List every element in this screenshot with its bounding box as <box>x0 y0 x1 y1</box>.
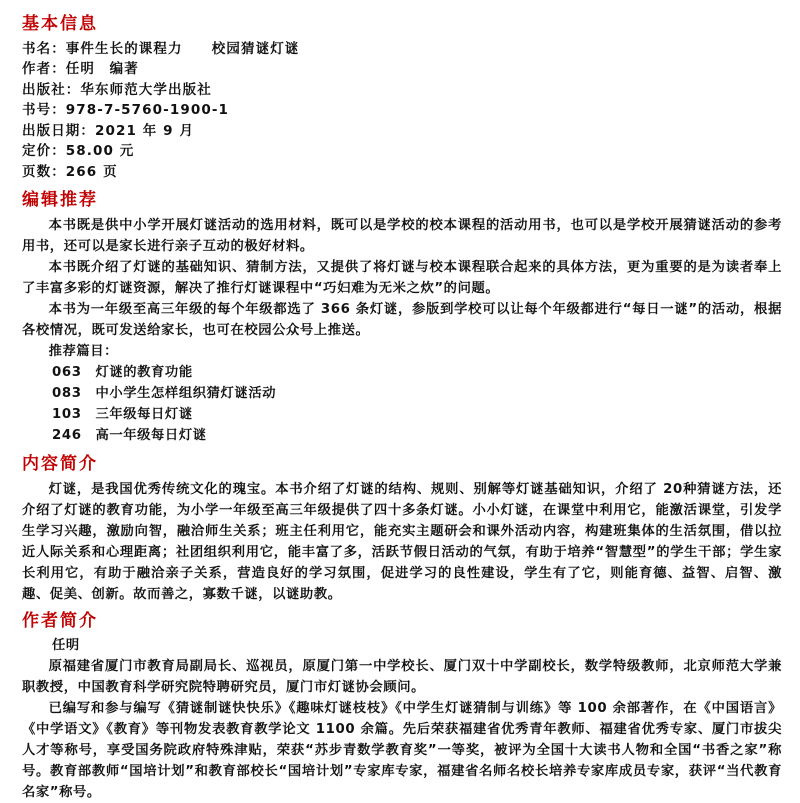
info-line-title: 书名：事件生长的课程力 校园猜谜灯谜 <box>22 40 300 57</box>
info-line-pages: 页数：266 页 <box>22 163 118 180</box>
editor-recommendation-paragraph-3: 本书为一年级至高三年级的每个年级都选了 366 条灯谜，参版到学校可以让每个年级都进行“每日一谜”的活动，根据各校情况，既可发送给家长，也可在校园公众号上推送。 <box>22 301 782 338</box>
recommended-chapters-label: 推荐篇目： <box>48 343 119 359</box>
editor-recommendation-paragraph-2: 本书既介绍了灯谜的基础知识、猜制方法，又提供了将灯谜与校本课程联合起来的具体方法，更为重要的是为读者奉上了丰富多彩的灯谜资源，解决了推行灯谜课程中“巧妇难为无米之炊”的问题。 <box>22 259 782 296</box>
recommended-chapter-item: 083 中小学生怎样组织猜灯谜活动 <box>52 385 277 401</box>
editor-recommendation-paragraph-1: 本书既是供中小学开展灯谜活动的选用材料，既可以是学校的校本课程的活动用书，也可以是学校开展猜谜活动的参考用书，还可以是家长进行亲子互动的极好材料。 <box>22 217 782 254</box>
author-name: 任明 <box>52 638 80 654</box>
info-line-publisher: 出版社：华东师范大学出版社 <box>22 81 212 98</box>
info-line-price: 定价：58.00 元 <box>22 143 135 160</box>
content-summary-paragraph-1: 灯谜，是我国优秀传统文化的瑰宝。本书介绍了灯谜的结构、规则、别解等灯谜基础知识，介绍了 20种猜谜方法，还介绍了灯谜的教育功能，为小学一年级至高三年级提供了四十多条灯谜。小小灯谜，在课堂中利用它，能激活课堂，引发学生学习兴趣，激励向智，融洽师生关系；班主任利用它，能充实主题研会和课外活动内容，构建班集体的生活氛围，借以拉近人际关系和心理距离；社团组织利用它，能丰富了多，活跃节假日活动的气氛，有助于培养“智慧型”的学生干部；学生家长利用它，有助于融洽亲子关系，营造良好的学习氛围，促进学习的良性建设，学生有了它，则能育德、益智、启智、激趣、促美、创新。故而善之，寡数千谜，以谜助教。 <box>22 481 782 602</box>
info-line-author: 作者：任明 编著 <box>22 61 139 78</box>
basic-info-list <box>22 39 782 183</box>
info-line-publish-date: 出版日期：2021 年 9 月 <box>22 122 195 139</box>
content-summary-section <box>22 452 782 605</box>
info-line-isbn: 书号：978-7-5760-1900-1 <box>22 102 230 119</box>
author-bio-paragraph-2: 已编写和参与编写《猜谜制谜快快乐》《趣味灯谜枝枝》《中学生灯谜猜制与训练》等 100 余部著作，在《中国语言》《中学语文》《教育》等刊物发表教育教学论文 1100 余篇。先后荣获福建省优秀青年教师、福建省优秀专家、厦门市拔尖人才等称号，享受国务院政府特殊津贴，荣获“苏步青数学教育奖”一等奖，被评为全国十大读书人物和全国“书香之家”称号。教育部教师“国培计划”和教育部校长“国培计划”专家库专家，福建省名师名校长培养专家库成员专家，获评“当代教育名家”称号。 <box>22 701 782 801</box>
editor-recommendation-heading: 编辑推荐 <box>22 190 98 211</box>
recommended-chapter-item: 246 高一年级每日灯谜 <box>52 427 207 443</box>
recommended-chapter-item: 063 灯谜的教育功能 <box>52 364 193 380</box>
recommended-chapter-item: 103 三年级每日灯谜 <box>52 406 193 422</box>
content-summary-heading: 内容简介 <box>22 453 98 474</box>
basic-info-section <box>22 12 782 182</box>
author-bio-paragraph-1: 原福建省厦门市教育局副局长、巡视员，原厦门第一中学校长、厦门双十中学副校长，数学特级教师，北京师范大学兼职教授，中国教育科学研究院特聘研究员，厦门市灯谜协会顾问。 <box>22 659 782 696</box>
basic-info-heading: 基本信息 <box>22 14 98 34</box>
recommended-chapters-list <box>22 362 782 446</box>
author-bio-section <box>22 609 782 803</box>
editor-recommendation-section <box>22 188 782 446</box>
author-bio-heading: 作者简介 <box>22 610 98 631</box>
